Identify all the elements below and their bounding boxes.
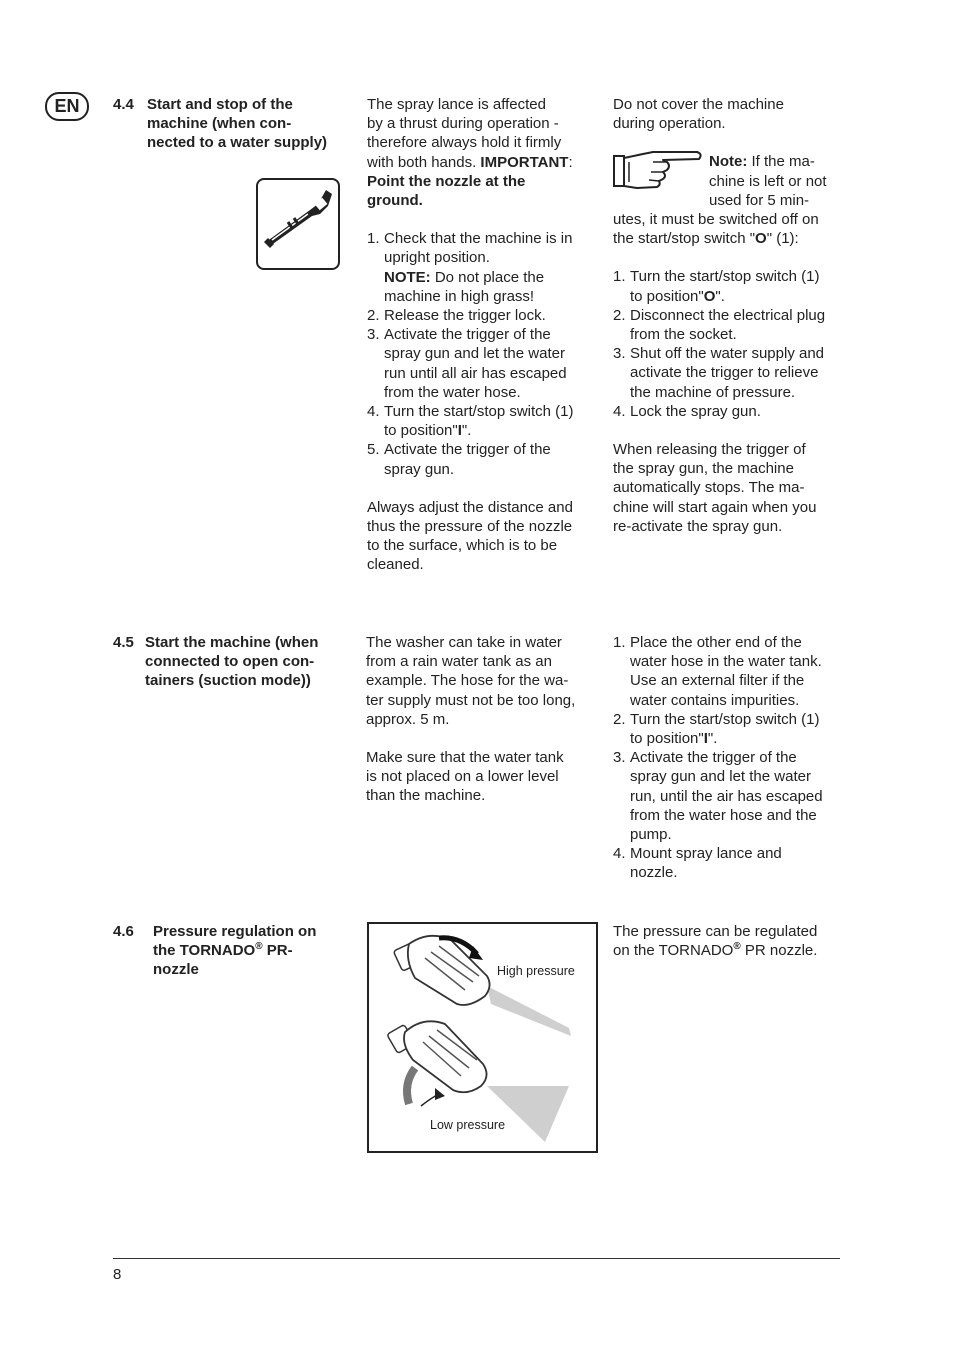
list-item: 2. Disconnect the electrical plug from the socket. <box>613 306 826 344</box>
text-line: approx. 5 m. <box>366 710 450 728</box>
heading-line: connected to open con- <box>145 653 315 670</box>
heading-line: Pressure regulation on <box>153 923 317 940</box>
list-item: 4. Mount spray lance and nozzle. <box>613 845 782 882</box>
heading-line: Start the machine (when <box>145 634 319 651</box>
text-line: The washer can take in water <box>366 634 562 651</box>
spray-lance-icon <box>256 178 340 270</box>
text-line: The spray lance is affected <box>367 96 546 113</box>
text-line: to the surface, which is to be <box>367 537 558 555</box>
list-item: 1. Turn the start/stop switch (1) to position"O". <box>613 268 820 305</box>
list-item: 1. Check that the machine is in upright position. NOTE: Do not place the machine in high grass! <box>367 230 573 305</box>
list-item: 3. Activate the trigger of the spray gun and let the water run until all air has escaped from the water hose. <box>367 326 567 401</box>
text-line: The pressure can be regulated <box>613 923 818 940</box>
section-4-4-column-2 <box>367 95 597 575</box>
text-line: is not placed on a lower level <box>366 768 559 786</box>
text-line: automatically stops. The ma- <box>613 479 805 497</box>
text-line: with both hands. <box>367 153 481 171</box>
section-number: 4.5 <box>113 634 134 651</box>
text-line: " (1): <box>766 230 799 248</box>
text-line: : <box>568 153 573 171</box>
important-label: IMPORTANT <box>480 153 569 171</box>
text-line: used for 5 min- <box>709 191 810 209</box>
low-pressure-label: Low pressure <box>430 1118 506 1132</box>
list-item: 1. Place the other end of the water hose in the water tank. Use an external filter if the water contains impurities. <box>613 634 822 709</box>
page-number: 8 <box>113 1266 122 1283</box>
text-line: than the machine. <box>366 787 486 805</box>
section-number: 4.4 <box>113 96 134 113</box>
text-line: Do not cover the machine <box>613 96 784 113</box>
text-line: therefore always hold it firmly <box>367 134 562 152</box>
list-item: 5. Activate the trigger of the spray gun. <box>367 441 551 478</box>
start-steps-list <box>367 229 597 479</box>
text-line: utes, it must be switched off on <box>613 211 819 228</box>
high-pressure-label: High pressure <box>497 964 575 978</box>
text-line: the start/stop switch " <box>613 230 756 248</box>
note-label: NOTE: <box>384 268 431 286</box>
warning-text: ground. <box>367 192 423 210</box>
text-line: cleaned. <box>367 556 424 574</box>
section-heading-4-4 <box>113 95 353 152</box>
warning-text: Point the nozzle at the <box>367 172 526 190</box>
section-4-6-column-3 <box>613 922 848 960</box>
list-item: 2. Turn the start/stop switch (1) to position"I". <box>613 710 820 748</box>
heading-line: nected to a water supply) <box>147 134 328 151</box>
stop-steps-list <box>613 267 848 421</box>
text-line: chine is left or not <box>709 172 827 190</box>
footer-divider <box>113 1258 840 1259</box>
heading-line: machine (when con- <box>147 115 292 132</box>
text-line: chine will start again when you <box>613 498 817 516</box>
text-line: on the TORNADO <box>613 942 734 960</box>
list-item: 4. Lock the spray gun. <box>613 402 761 420</box>
pointing-hand-icon <box>613 148 703 199</box>
heading-line: Start and stop of the <box>147 96 293 113</box>
text-line: PR nozzle. <box>740 942 818 960</box>
registered-mark: ® <box>733 941 741 953</box>
note-label: Note: <box>709 153 748 171</box>
list-item: 3. Shut off the water supply and activate the trigger to relieve the machine of pressure. <box>613 345 825 401</box>
section-number: 4.6 <box>113 923 134 940</box>
text-line: the spray gun, the machine <box>613 460 794 478</box>
suction-steps-list <box>613 633 848 883</box>
text-line: ter supply must not be too long, <box>366 691 576 709</box>
heading-line: tainers (suction mode)) <box>145 672 311 689</box>
switch-position: O <box>755 230 767 248</box>
text-line: from a rain water tank as an <box>366 653 552 671</box>
section-4-5-column-3 <box>613 633 848 883</box>
section-heading-4-6 <box>113 922 353 979</box>
text-line: by a thrust during operation - <box>367 115 559 133</box>
text-line: Always adjust the distance and <box>367 498 573 516</box>
nozzle-illustration <box>367 922 598 1153</box>
list-item: 2. Release the trigger lock. <box>367 307 546 325</box>
text-line: If the ma- <box>747 153 815 171</box>
language-badge: EN <box>45 92 89 121</box>
section-4-5-column-2 <box>366 633 601 806</box>
high-pressure-nozzle-icon <box>393 936 571 1036</box>
list-item: 4. Turn the start/stop switch (1) to position"I". <box>367 403 574 440</box>
text-line: thus the pressure of the nozzle <box>367 518 573 536</box>
text-line: during operation. <box>613 115 726 133</box>
section-heading-4-5 <box>113 633 353 690</box>
section-4-4-column-3 <box>613 95 848 536</box>
text-line: example. The hose for the wa- <box>366 672 569 690</box>
text-line: When releasing the trigger of <box>613 441 806 459</box>
heading-line: the TORNADO® PR- <box>153 941 293 959</box>
heading-line: nozzle <box>153 961 199 978</box>
list-item: 3. Activate the trigger of the spray gun and let the water run, until the air has escaped from the water hose and the pump. <box>613 749 823 844</box>
text-line: Make sure that the water tank <box>366 749 564 767</box>
text-line: re-activate the spray gun. <box>613 517 783 535</box>
